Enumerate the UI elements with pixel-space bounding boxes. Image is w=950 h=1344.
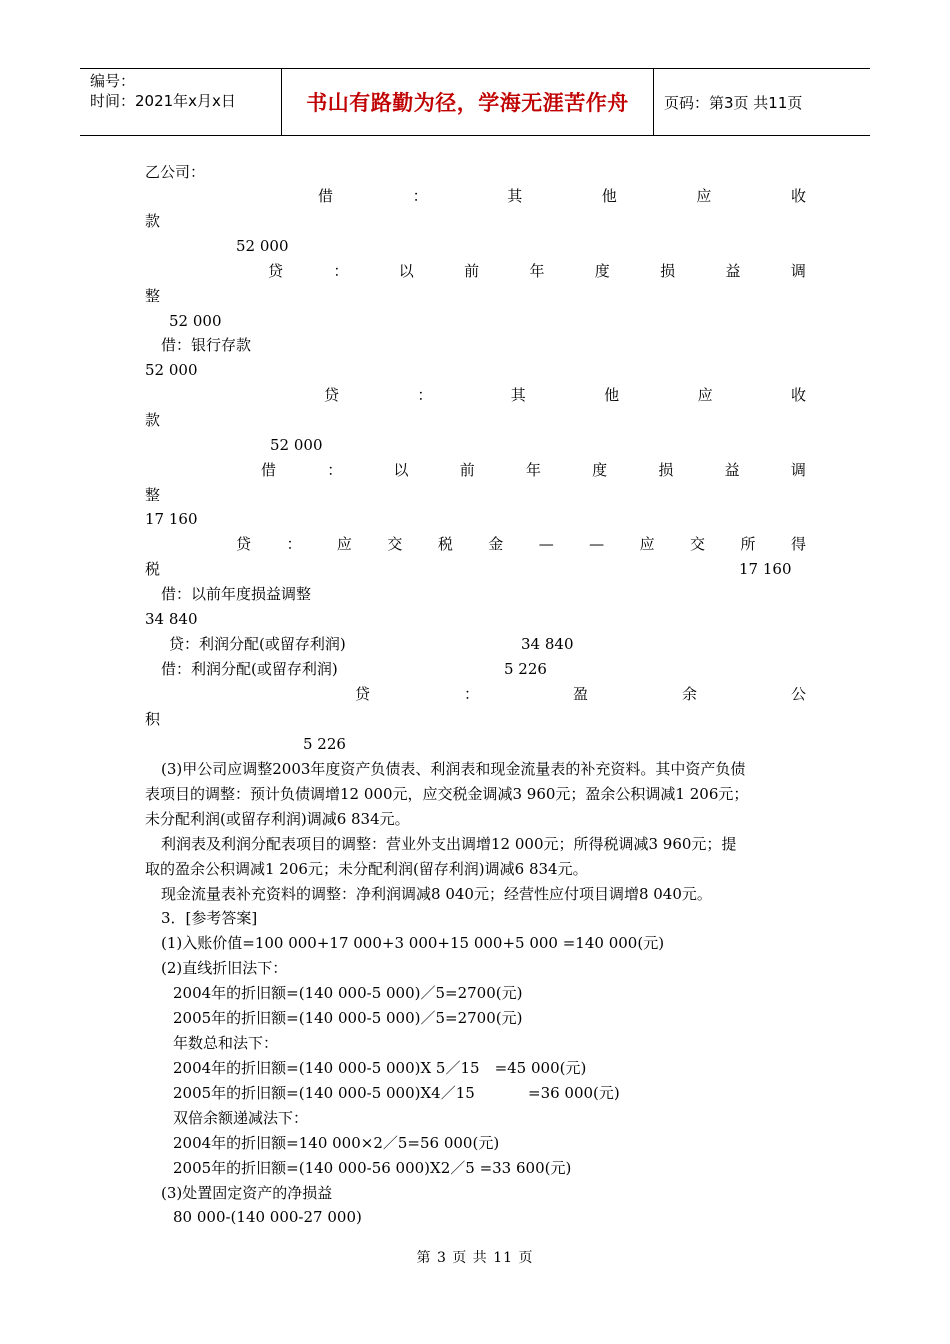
justified-char: 以 [393,461,409,479]
answer-line: 2005年的折旧额=(140 000-5 000)X4／15 [173,1084,475,1102]
justified-char: 损 [658,461,674,479]
section-heading: 3．[参考答案] [161,909,258,927]
justified-char: 应 [697,386,713,404]
amount: 34 840 [521,635,574,653]
text-line: 整 [145,287,161,305]
text-line: 贷：利润分配(或留存利润) [169,635,346,653]
justified-char: 盈 [572,685,588,703]
amount: 5 226 [504,660,547,678]
justified-char: ： [327,461,343,479]
justified-char: 其 [510,386,526,404]
text-line: 整 [145,486,161,504]
justified-line [261,460,806,480]
text-line: 积 [145,710,161,728]
justified-line [355,684,806,704]
justified-char: 交 [387,535,403,553]
answer-line: 双倍余额递减法下： [173,1109,309,1127]
paragraph-line: 未分配利润(或留存利润)调减6 834元。 [145,810,410,828]
amount: 17 160 [145,510,198,528]
answer-line: 年数总和法下： [173,1034,279,1052]
justified-char: 收 [790,386,806,404]
justified-line [324,385,806,405]
paragraph-line: 表项目的调整：预计负债调增12 000元，应交税金调减3 960元；盈余公积调减1 206元； [145,785,749,803]
justified-char: 前 [464,262,480,280]
answer-line: 2005年的折旧额=(140 000-56 000)X2／5 =33 600(元) [173,1159,572,1177]
answer-result: =36 000(元) [528,1084,620,1102]
answer-line: 2004年的折旧额=(140 000-5 000)／5=2700(元) [173,984,523,1002]
paragraph-line: 取的盈余公积调减1 206元；未分配利润(留存利润)调减6 834元。 [145,860,588,878]
justified-char: ： [417,386,433,404]
page-header [80,68,870,136]
justified-char: 税 [437,535,453,553]
justified-char: 前 [459,461,475,479]
justified-char: 应 [639,535,655,553]
justified-char: ： [412,187,428,205]
amount: 5 226 [303,735,346,753]
justified-char: 收 [790,187,806,205]
justified-char: 度 [592,461,608,479]
justified-char: 度 [594,262,610,280]
justified-line [318,186,806,206]
amount: 52 000 [169,312,222,330]
answer-line: 2004年的折旧额=(140 000-5 000)X 5／15 =45 000(元) [173,1059,587,1077]
amount: 52 000 [145,361,198,379]
justified-char: 以 [398,262,414,280]
answer-line: (1)入账价值=100 000+17 000+3 000+15 000+5 000 =140 000(元) [161,934,665,952]
answer-line: (3)处置固定资产的净损益 [161,1184,333,1202]
justified-char: — [538,535,554,553]
text-line: 款 [145,411,161,429]
paragraph-line: (3)甲公司应调整2003年度资产负债表、利润表和现金流量表的补充资料。其中资产负债 [161,760,746,778]
amount: 52 000 [270,436,323,454]
justified-char: 贷 [268,262,284,280]
justified-char: 贷 [355,685,371,703]
justified-char: ： [286,535,302,553]
text-line: 借：利润分配(或留存利润) [161,660,338,678]
justified-char: ： [463,685,479,703]
text-line: 借：银行存款 [161,336,252,354]
text-line: 乙公司： [145,163,206,181]
justified-char: 借 [318,187,334,205]
header-page-info: 页码：第3页 共11页 [664,93,803,112]
text-line: 借：以前年度损益调整 [161,585,312,603]
amount: 52 000 [236,237,289,255]
justified-char: 应 [336,535,352,553]
justified-char: 调 [790,262,806,280]
justified-char: 他 [601,187,617,205]
header-meta [80,69,282,135]
justified-char: ： [333,262,349,280]
justified-line [268,261,806,281]
number-label: 编号： [90,72,136,90]
justified-char: 贷 [236,535,252,553]
answer-line: 2004年的折旧额=140 000×2／5=56 000(元) [173,1134,500,1152]
justified-char: 年 [529,262,545,280]
justified-char: — [589,535,605,553]
answer-line: (2)直线折旧法下： [161,959,288,977]
justified-char: 应 [696,187,712,205]
justified-char: 年 [525,461,541,479]
justified-char: 余 [681,685,697,703]
justified-char: 得 [790,535,806,553]
justified-char: 借 [261,461,277,479]
justified-char: 金 [488,535,504,553]
header-motto: 书山有路勤为径，学海无涯苦作舟 [282,69,654,135]
justified-char: 交 [690,535,706,553]
paragraph-line: 利润表及利润分配表项目的调整：营业外支出调增12 000元；所得税调减3 960元；提 [161,835,737,853]
justified-char: 益 [725,262,741,280]
answer-line: 2005年的折旧额=(140 000-5 000)／5=2700(元) [173,1009,523,1027]
paragraph-line: 现金流量表补充资料的调整：净利润调减8 040元；经营性应付项目调增8 040元。 [161,885,712,903]
text-line: 款 [145,212,161,230]
justified-char: 损 [660,262,676,280]
justified-line [236,534,806,554]
justified-char: 其 [507,187,523,205]
text-line: 税 [145,560,161,578]
justified-char: 益 [724,461,740,479]
justified-char: 调 [790,461,806,479]
justified-char: 公 [790,685,806,703]
justified-char: 所 [740,535,756,553]
amount: 17 160 [739,560,792,578]
justified-char: 贷 [324,386,340,404]
answer-line: 80 000-(140 000-27 000) [173,1208,362,1226]
justified-char: 他 [604,386,620,404]
page-number-footer: 第 3 页 共 11 页 [416,1250,534,1266]
amount: 34 840 [145,610,198,628]
time-label: 时间：2021年x月x日 [90,92,236,110]
